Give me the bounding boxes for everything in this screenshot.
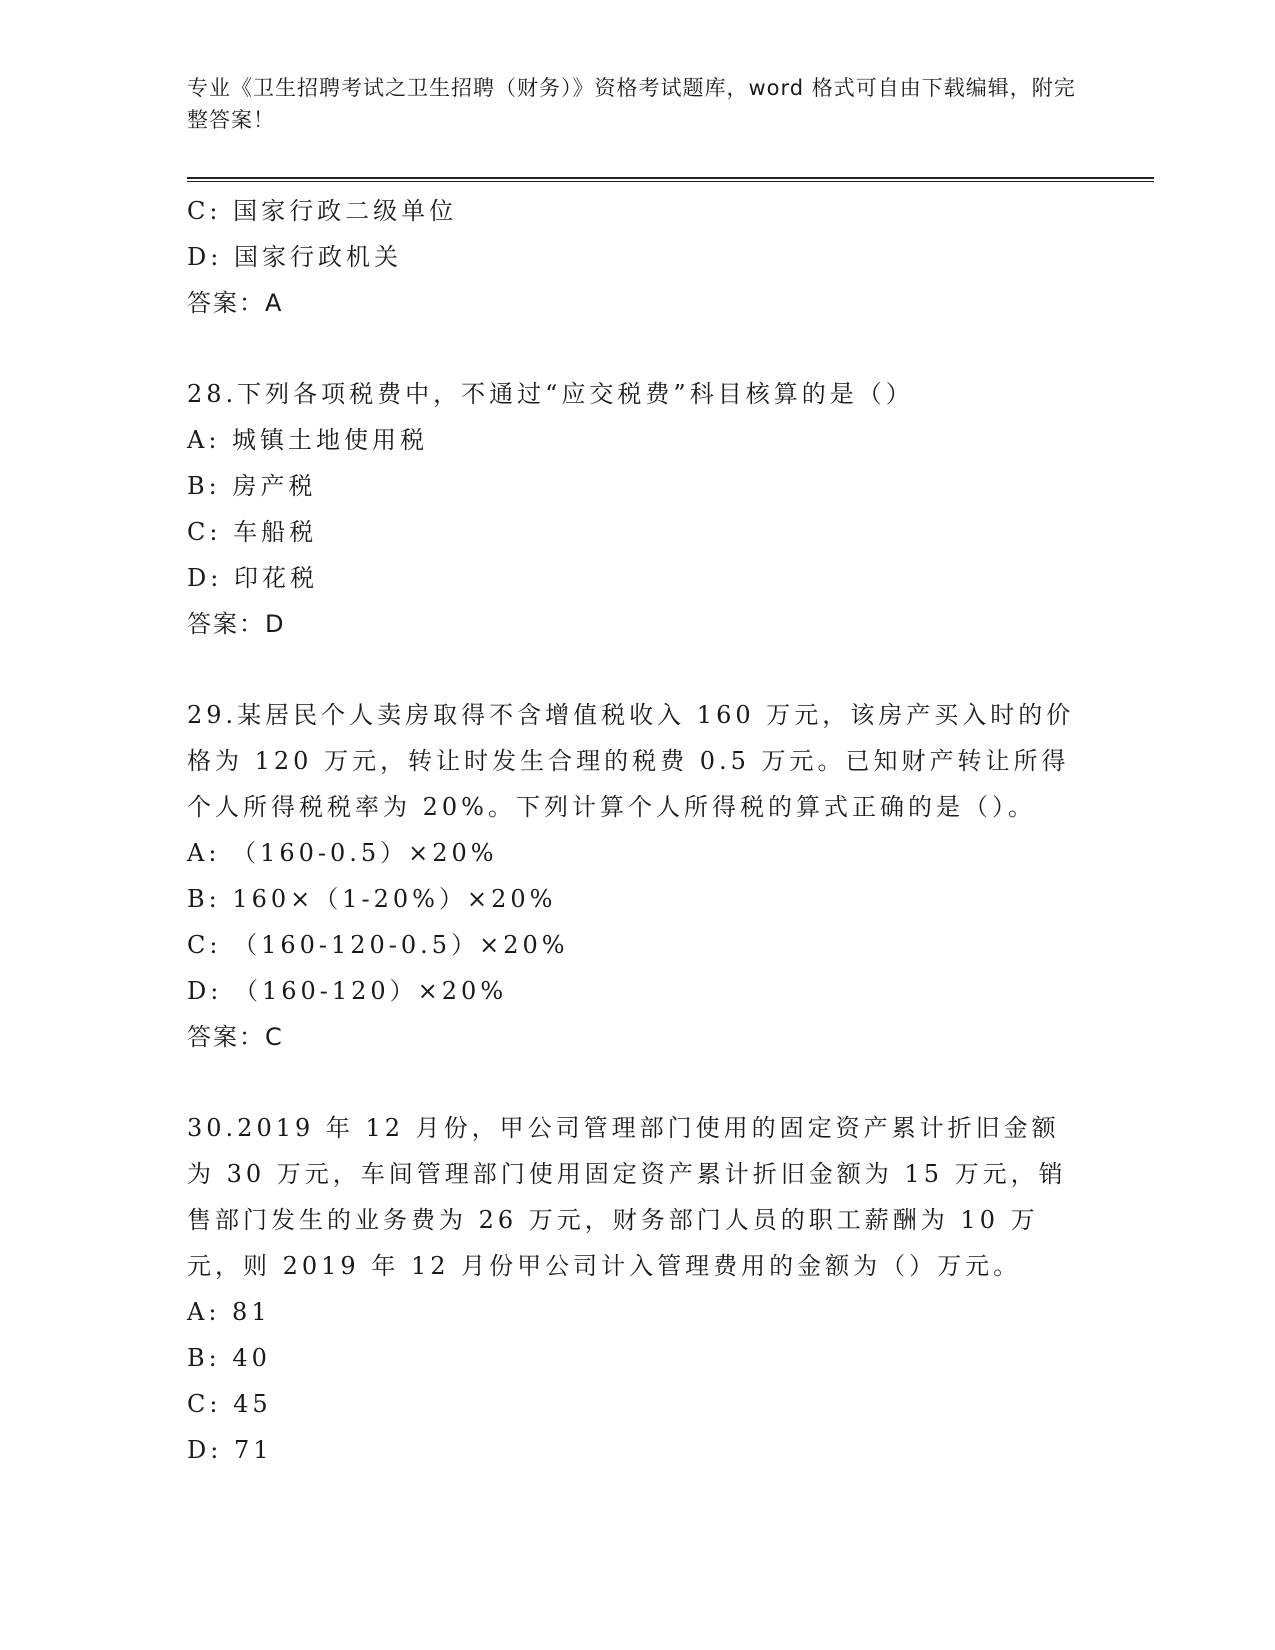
question-30	[187, 1105, 1087, 1473]
question-28	[187, 371, 1087, 647]
option-a: A: （160-0.5）×20%	[187, 839, 498, 867]
answer-line	[187, 1014, 1087, 1060]
option-d: D: 国家行政机关	[187, 243, 402, 271]
option-c: C: 车船税	[187, 518, 318, 546]
header-divider	[187, 177, 1154, 182]
option-c: C: 45	[187, 1390, 272, 1418]
option-a: A: 城镇土地使用税	[187, 426, 429, 454]
answer-value: C	[265, 1023, 284, 1051]
answer-value: A	[265, 289, 284, 317]
question-list	[187, 188, 1087, 1473]
answer-label: 答案：	[187, 1023, 265, 1051]
option-d: D: 印花税	[187, 564, 318, 592]
answer-label: 答案：	[187, 610, 265, 638]
option-c: C: 国家行政二级单位	[187, 197, 458, 225]
question-29	[187, 692, 1087, 1060]
option-a: A: 81	[187, 1298, 271, 1326]
document-header: 专业《卫生招聘考试之卫生招聘（财务）》资格考试题库，word 格式可自由下载编辑，附完整答案！	[187, 76, 1076, 132]
question-stem: 29.某居民个人卖房取得不含增值税收入 160 万元，该房产买入时的价格为 120 万元，转让时发生合理的税费 0.5 万元。已知财产转让所得个人所得税税率为 20%。下列计算个人所得税的算式正确的是（）。	[187, 701, 1075, 821]
answer-line	[187, 280, 1087, 326]
option-b: B: 160×（1-20%）×20%	[187, 885, 557, 913]
question-27	[187, 188, 1087, 326]
option-d: D: 71	[187, 1436, 273, 1464]
question-stem: 28.下列各项税费中，不通过“应交税费”科目核算的是（）	[187, 380, 914, 408]
option-d: D: （160-120）×20%	[187, 977, 508, 1005]
option-b: B: 40	[187, 1344, 271, 1372]
option-c: C: （160-120-0.5）×20%	[187, 931, 569, 959]
option-b: B: 房产税	[187, 472, 317, 500]
answer-value: D	[265, 610, 286, 638]
answer-label: 答案：	[187, 289, 265, 317]
answer-line	[187, 601, 1087, 647]
question-stem: 30.2019 年 12 月份，甲公司管理部门使用的固定资产累计折旧金额为 30 万元，车间管理部门使用固定资产累计折旧金额为 15 万元，销售部门发生的业务费为 26 万元，财务部门人员的职工薪酬为 10 万元，则 2019 年 12 月份甲公司计入管理费用的金额为（）万元。	[187, 1114, 1067, 1280]
